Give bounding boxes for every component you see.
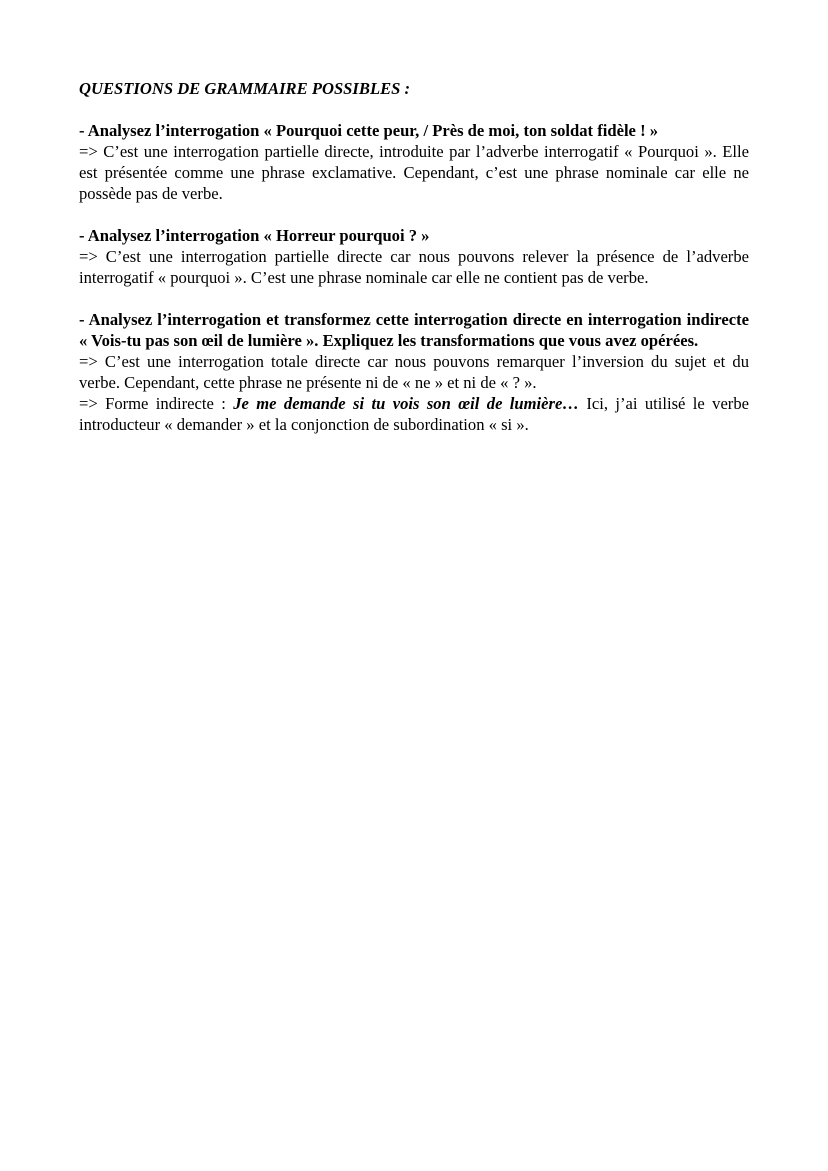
question-2: - Analysez l’interrogation « Horreur pourquoi ? » — [79, 226, 430, 245]
question-block-3 — [79, 309, 749, 435]
answer-2: => C’est une interrogation partielle directe car nous pouvons relever la présence de l’adverbe interrogatif « pourquoi ». C’est une phrase nominale car elle ne contient pas de verbe. — [79, 247, 749, 287]
question-3: - Analysez l’interrogation et transformez cette interrogation directe en interrogation indirecte « Vois-tu pas son œil de lumière ». Expliquez les transformations que vous avez opérées. — [79, 310, 749, 350]
question-block-1 — [79, 120, 749, 204]
answer-1: => C’est une interrogation partielle directe, introduite par l’adverbe interrogatif « Pourquoi ». Elle est présentée comme une phrase exclamative. Cependant, c’est une phrase nominale car elle ne possède pas de verbe. — [79, 142, 749, 203]
answer-3b-emphasis: Je me demande si tu vois son œil de lumière… — [233, 394, 579, 413]
answer-3b-suffix: Ici, j’ai utilisé le verbe introducteur « demander » et la conjonction de subordination « si ». — [79, 394, 749, 434]
answer-3b-prefix: => Forme indirecte : — [79, 394, 234, 413]
answer-3a: => C’est une interrogation totale directe car nous pouvons remarquer l’inversion du sujet et du verbe. Cependant, cette phrase ne présente ni de « ne » et ni de « ? ». — [79, 352, 749, 392]
question-1: - Analysez l’interrogation « Pourquoi cette peur, / Près de moi, ton soldat fidèle ! » — [79, 121, 659, 140]
document-title: QUESTIONS DE GRAMMAIRE POSSIBLES : — [79, 79, 411, 98]
question-block-2 — [79, 225, 749, 288]
answer-3b — [79, 393, 749, 435]
document-page — [79, 78, 749, 456]
